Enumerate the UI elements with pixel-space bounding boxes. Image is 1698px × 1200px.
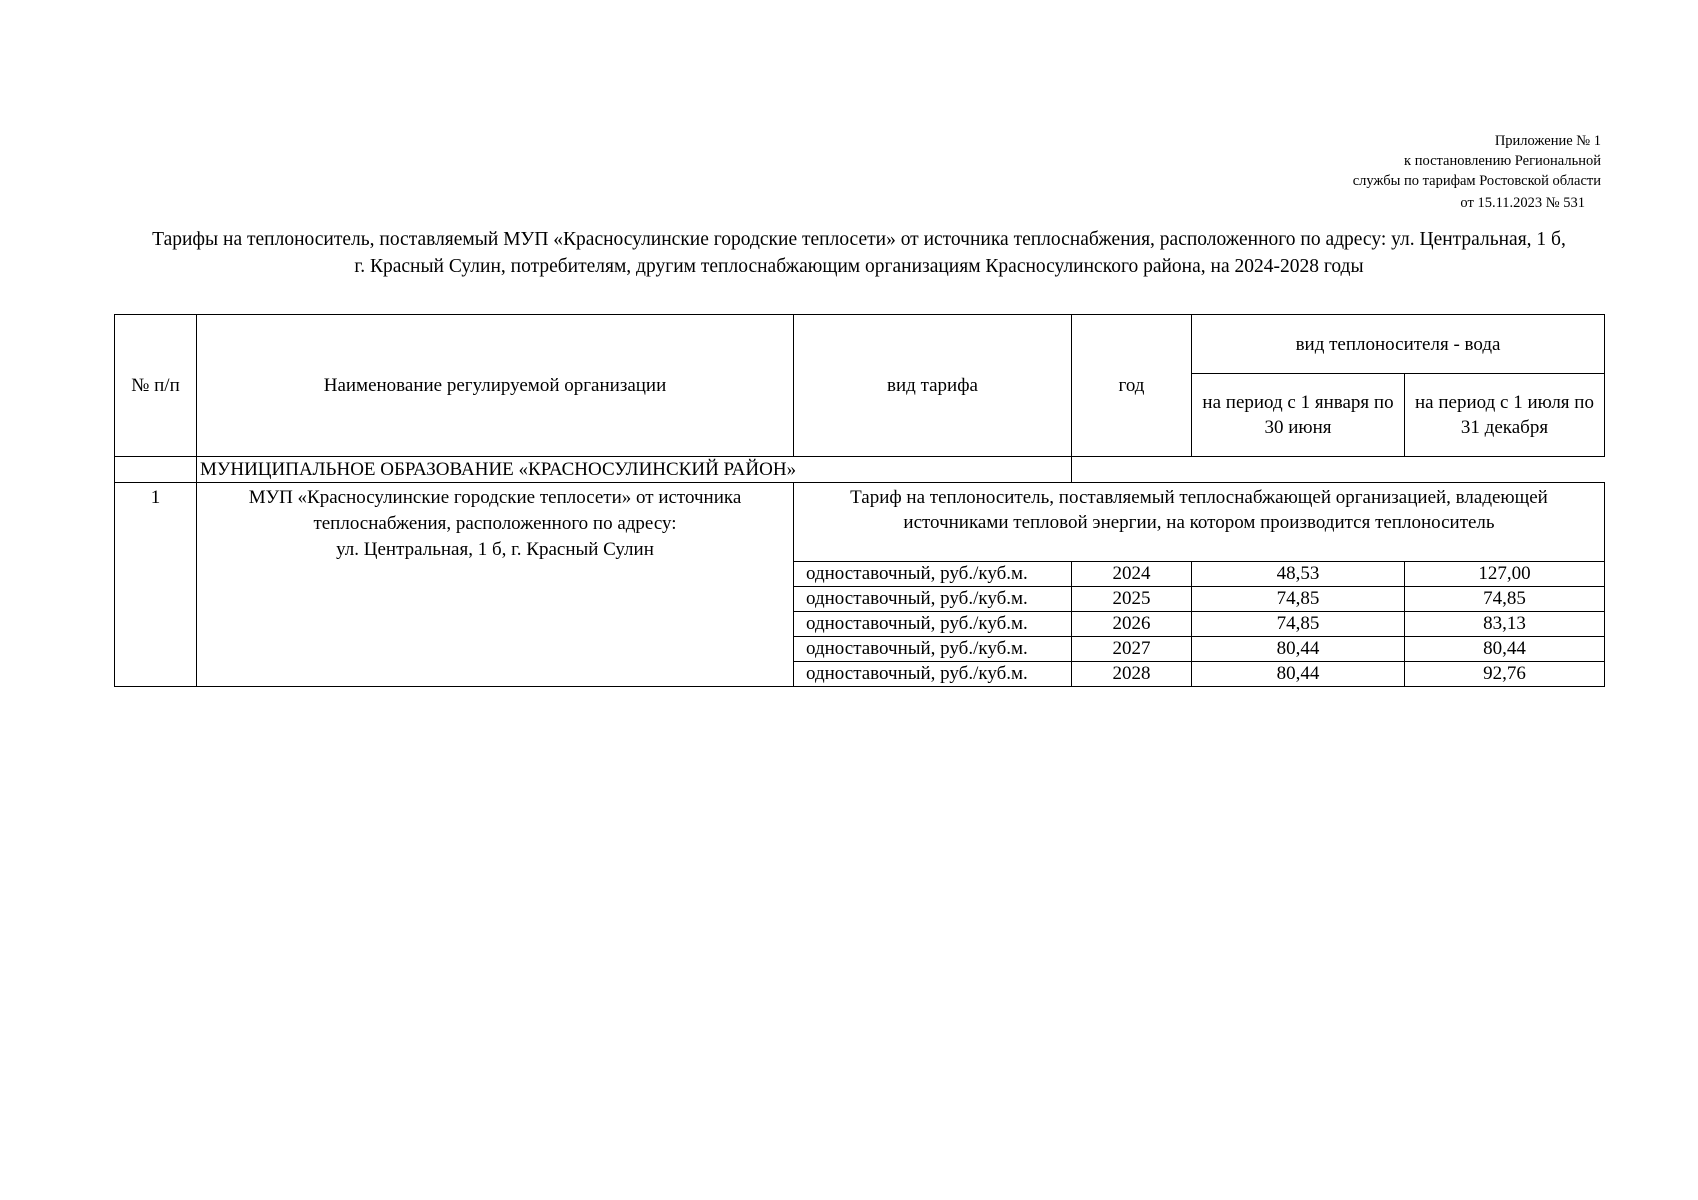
tariff-type-cell: одноставочный, руб./куб.м. xyxy=(794,587,1072,612)
entry-org-name xyxy=(197,483,794,687)
header-carrier: вид теплоносителя - вода xyxy=(1192,315,1605,374)
appendix-header xyxy=(1353,131,1601,213)
entry-num: 1 xyxy=(115,483,197,687)
org-name-line-1: МУП «Красносулинские городские теплосети» от источника xyxy=(248,487,742,508)
municipality-row xyxy=(115,457,1605,483)
tariff-type-cell: одноставочный, руб./куб.м. xyxy=(794,562,1072,587)
header-row xyxy=(115,315,1605,374)
org-name-line-2: теплоснабжения, расположенного по адресу: xyxy=(313,513,677,534)
second-half-value: 74,85 xyxy=(1405,587,1605,612)
appendix-number: Приложение № 1 xyxy=(1494,133,1601,149)
first-half-value: 48,53 xyxy=(1192,562,1405,587)
appendix-date: от 15.11.2023 № 531 xyxy=(1460,195,1585,211)
header-year: год xyxy=(1072,315,1192,457)
tariff-note: Тариф на теплоноситель, поставляемый теплоснабжающей организацией, владеющей источниками тепловой энергии, на котором производится теплоноситель xyxy=(794,483,1605,562)
first-half-value: 74,85 xyxy=(1192,587,1405,612)
year-cell: 2028 xyxy=(1072,662,1192,687)
municipality-num-cell xyxy=(115,457,197,483)
header-period-2: на период с 1 июля по 31 декабря xyxy=(1405,374,1605,457)
document-title: Тарифы на теплоноситель, поставляемый МУП «Красносулинские городские теплосети» от источника теплоснабжения, расположенного по адресу: ул. Центральная, 1 б, г. Красный Сулин, потребителям, другим теплоснабжающим организациям Красносулинского района, на 2024-2028 годы xyxy=(152,229,1566,277)
year-cell: 2024 xyxy=(1072,562,1192,587)
tariff-type-cell: одноставочный, руб./куб.м. xyxy=(794,637,1072,662)
second-half-value: 80,44 xyxy=(1405,637,1605,662)
header-org: Наименование регулируемой организации xyxy=(197,315,794,457)
second-half-value: 83,13 xyxy=(1405,612,1605,637)
year-cell: 2026 xyxy=(1072,612,1192,637)
first-half-value: 80,44 xyxy=(1192,662,1405,687)
header-tariff-type: вид тарифа xyxy=(794,315,1072,457)
header-period-1: на период с 1 января по 30 июня xyxy=(1192,374,1405,457)
municipality-name: МУНИЦИПАЛЬНОЕ ОБРАЗОВАНИЕ «КРАСНОСУЛИНСКИЙ РАЙОН» xyxy=(197,457,1072,483)
first-half-value: 80,44 xyxy=(1192,637,1405,662)
appendix-authority: службы по тарифам Ростовской области xyxy=(1352,173,1601,189)
tariff-table xyxy=(114,314,1605,687)
second-half-value: 92,76 xyxy=(1405,662,1605,687)
tariff-type-cell: одноставочный, руб./куб.м. xyxy=(794,662,1072,687)
second-half-value: 127,00 xyxy=(1405,562,1605,587)
year-cell: 2027 xyxy=(1072,637,1192,662)
first-half-value: 74,85 xyxy=(1192,612,1405,637)
appendix-reference: к постановлению Региональной xyxy=(1404,153,1601,169)
municipality-empty-cell xyxy=(1072,457,1605,483)
year-cell: 2025 xyxy=(1072,587,1192,612)
header-num: № п/п xyxy=(115,315,197,457)
tariff-type-cell: одноставочный, руб./куб.м. xyxy=(794,612,1072,637)
entry-row xyxy=(115,483,1605,562)
org-name-line-3: ул. Центральная, 1 б, г. Красный Сулин xyxy=(336,539,654,560)
